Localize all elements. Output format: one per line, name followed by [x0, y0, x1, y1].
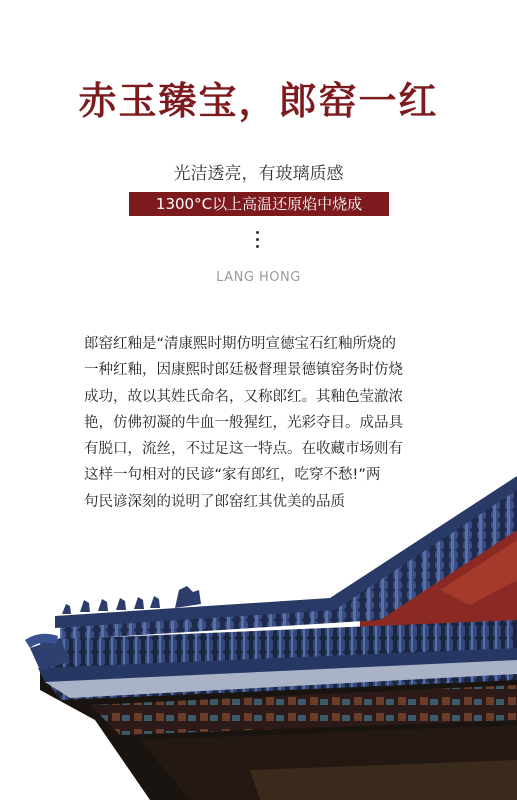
- article-line: 郎窑红釉是“清康熙时期仿明宣德宝石红釉所烧的: [84, 336, 397, 352]
- firing-temperature-banner: 1300°C以上高温还原焰中烧成: [129, 192, 389, 216]
- subtitle: 光洁透亮，有玻璃质感: [173, 164, 344, 184]
- vertical-dots-divider: [256, 231, 260, 252]
- page-title: 赤玉臻宝，郎窑一红: [78, 78, 439, 123]
- article-line: 句民谚深刻的说明了郎窑红其优美的品质: [84, 493, 345, 510]
- article-line: 艳，仿佛初凝的牛血一般猩红，光彩夺目。成品具: [84, 414, 403, 431]
- article-line: 有脱口，流丝，不过足这一特点。在收藏市场则有: [84, 441, 403, 458]
- article-line: 一种红釉，因康熙时郎廷极督理景德镇窑务时仿烧: [84, 362, 403, 379]
- english-name: LANG HONG: [216, 270, 301, 285]
- roof-eave-illustration: [0, 470, 517, 800]
- article-line: 这样一句相对的民谚“家有郎红，吃穿不愁!”两: [84, 467, 381, 484]
- article-line: 成功，故以其姓氏命名，又称郎红。其釉色莹澈浓: [84, 388, 403, 405]
